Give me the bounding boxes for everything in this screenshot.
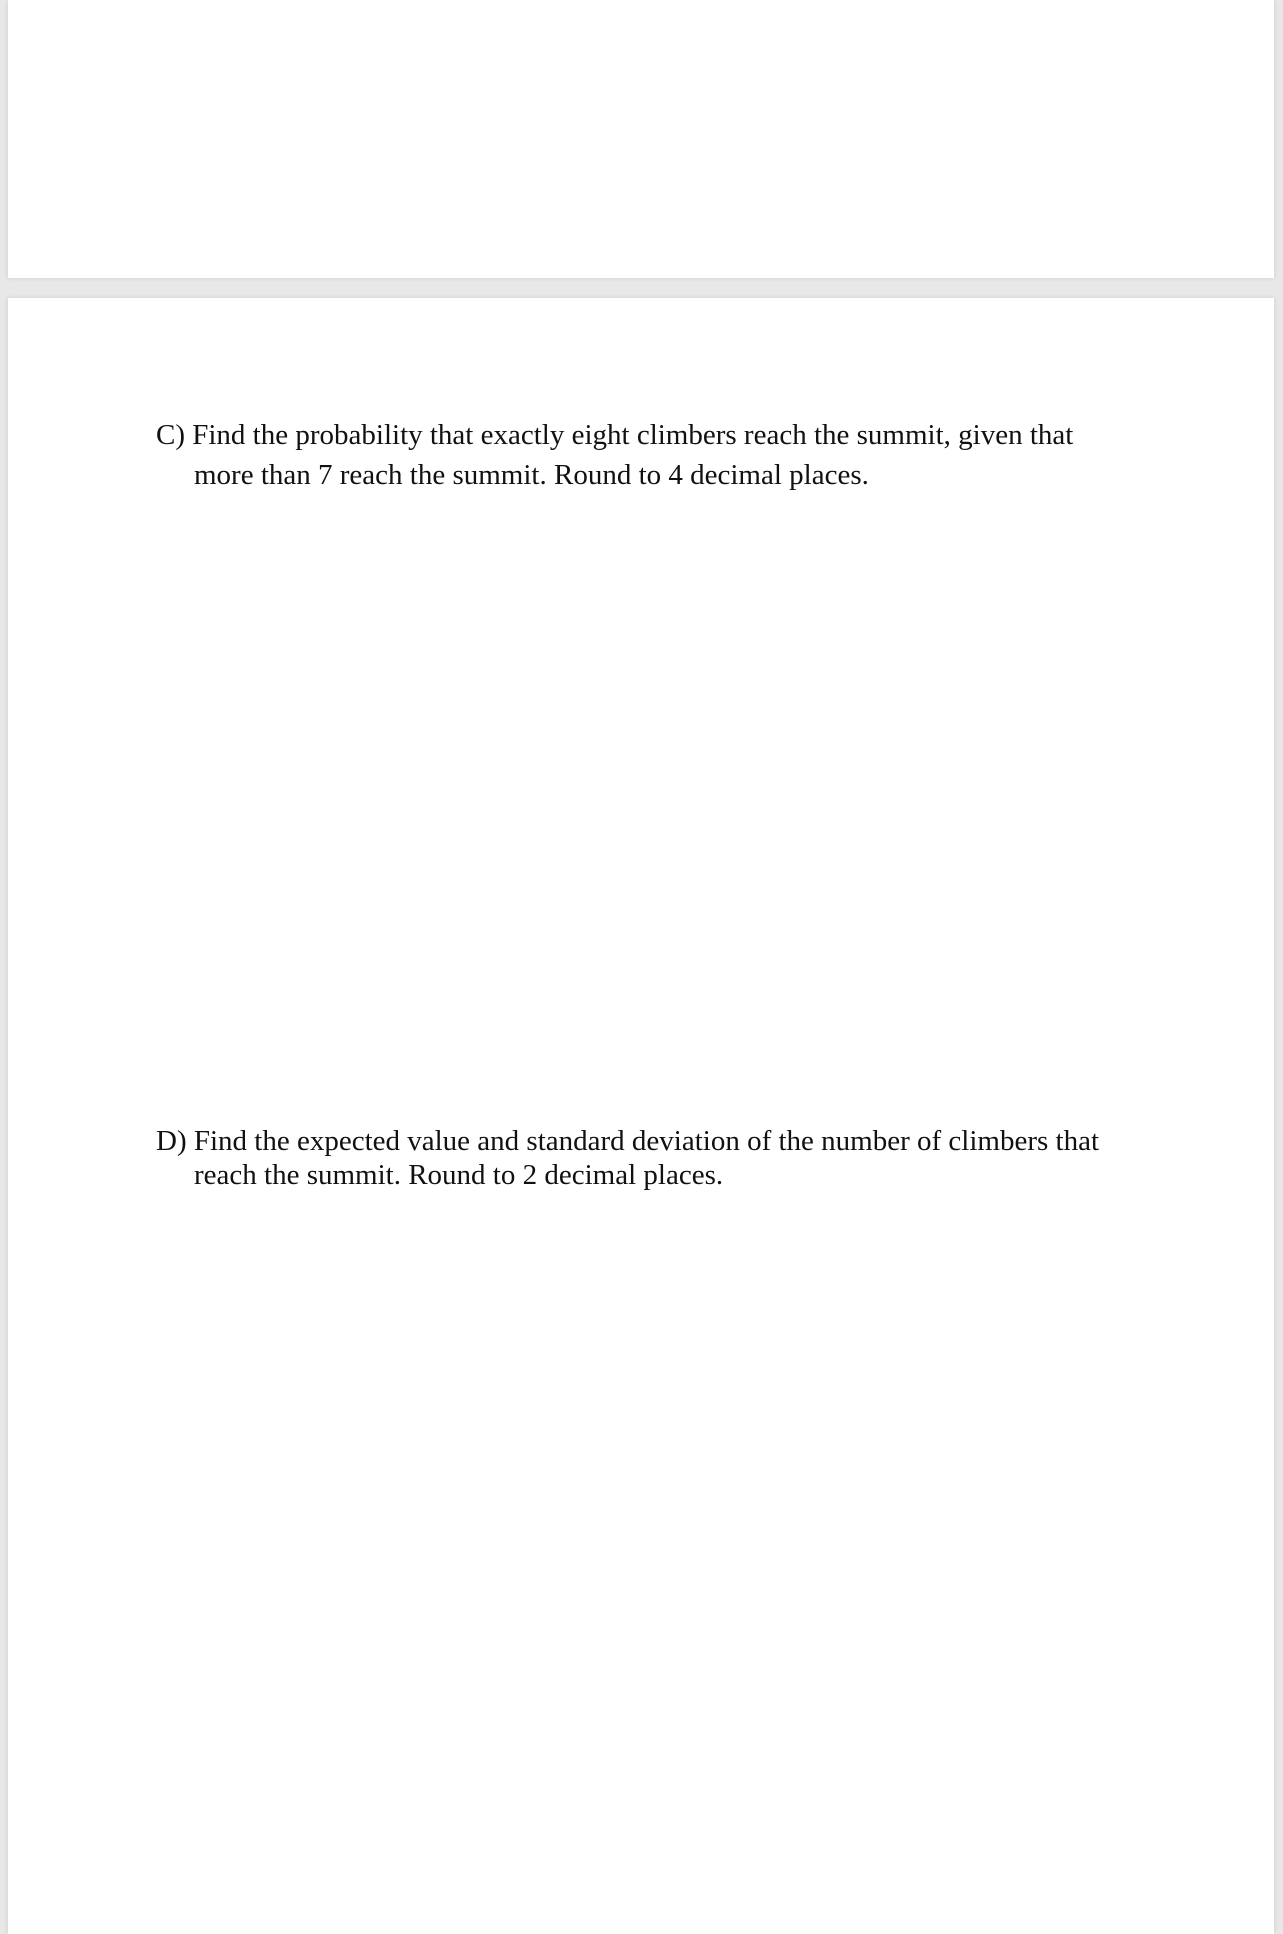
question-d-line-2: reach the summit. Round to 2 decimal places.	[194, 1159, 724, 1191]
question-d-line-1: D) Find the expected value and standard deviation of the number of climbers that	[156, 1125, 1100, 1157]
current-page	[8, 298, 1274, 1934]
previous-page	[8, 0, 1274, 278]
question-c-line-2: more than 7 reach the summit. Round to 4 decimal places.	[194, 459, 869, 491]
question-c-line-1: C) Find the probability that exactly eight climbers reach the summit, given that	[156, 419, 1074, 451]
question-c	[156, 415, 1136, 495]
question-d	[156, 1124, 1136, 1192]
